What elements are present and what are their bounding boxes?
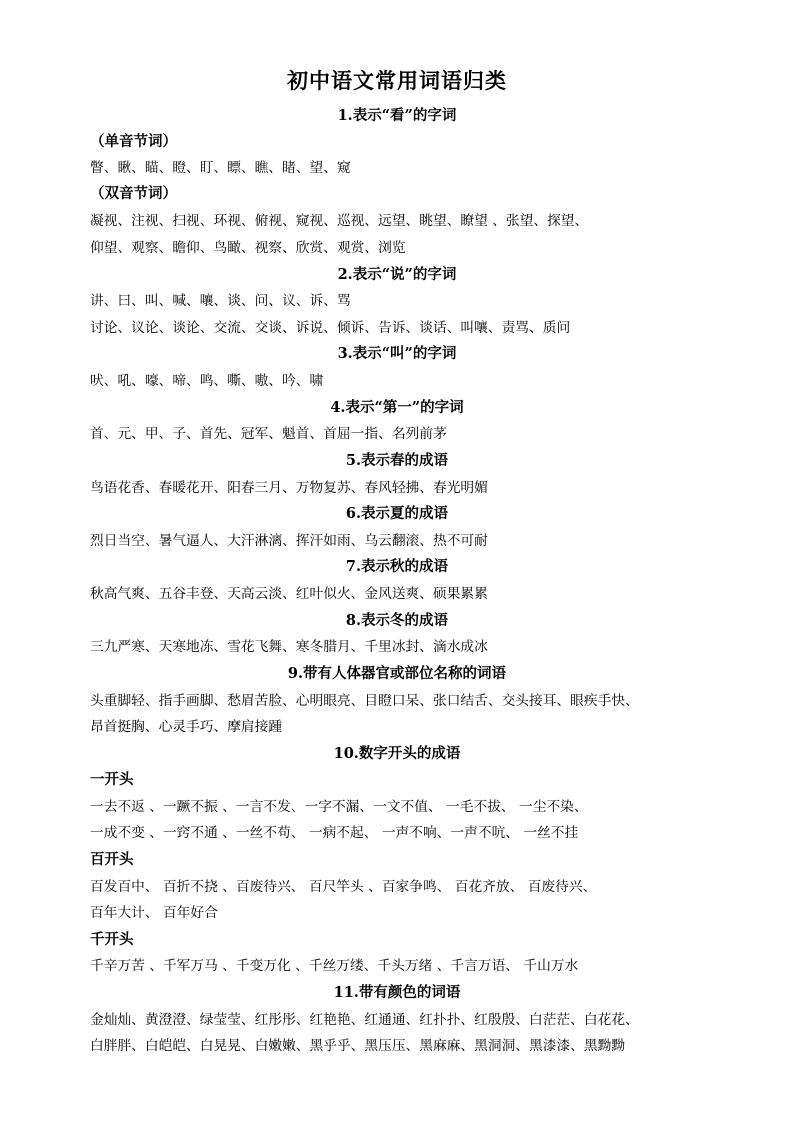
section-heading: 1.表示“看”的字词 xyxy=(337,107,457,124)
word-line: 秋高气爽、五谷丰登、天高云淡、红叶似火、金风送爽、硕果累累 xyxy=(90,586,488,602)
subsection-label: 一开头 xyxy=(90,771,134,788)
word-line: 一去不返 、一蹶不振 、一言不发、一字不漏、一文不值、 一毛不拔、 一尘不染、 xyxy=(90,799,588,815)
word-line: 讨论、议论、谈论、交流、交谈、诉说、倾诉、告诉、谈话、叫嚷、责骂、质问 xyxy=(90,320,571,336)
word-line: 鸟语花香、春暖花开、阳春三月、万物复苏、春风轻拂、春光明媚 xyxy=(90,480,488,496)
word-line: 仰望、观察、瞻仰、鸟瞰、视察、欣赏、观赏、浏览 xyxy=(90,240,406,256)
subsection-label: （单音节词） xyxy=(90,133,177,150)
section-heading: 3.表示“叫”的字词 xyxy=(337,345,457,362)
section-heading: 9.带有人体器官或部位名称的词语 xyxy=(287,665,507,682)
section-heading: 4.表示“第一”的字词 xyxy=(330,399,464,416)
word-line: 百发百中、 百折不挠 、百废待兴、 百尺竿头 、百家争鸣、 百花齐放、 百废待兴、 xyxy=(90,879,597,895)
word-line: 百年大计、 百年好合 xyxy=(90,905,218,921)
document-title: 初中语文常用词语归类 xyxy=(287,68,507,93)
section-heading: 11.带有颜色的词语 xyxy=(333,984,461,1001)
subsection-label: 千开头 xyxy=(90,931,134,948)
section-heading: 7.表示秋的成语 xyxy=(345,558,449,575)
section-heading: 10.数字开头的成语 xyxy=(333,745,461,762)
word-line: 头重脚轻、指手画脚、愁眉苦脸、心明眼亮、目瞪口呆、张口结舌、交头接耳、眼疾手快、 xyxy=(90,693,639,709)
word-line: 瞥、瞅、瞄、瞪、盯、瞟、瞧、睹、望、窥 xyxy=(90,160,351,176)
word-line: 一成不变 、一窍不通 、一丝不苟、 一病不起、 一声不响、一声不吭、 一丝不挂 xyxy=(90,825,579,841)
word-line: 金灿灿、黄澄澄、绿莹莹、红彤彤、红艳艳、红通通、红扑扑、红殷殷、白茫茫、白花花、 xyxy=(90,1012,639,1028)
section-heading: 5.表示春的成语 xyxy=(345,452,449,469)
word-line: 首、元、甲、子、首先、冠军、魁首、首屈一指、名列前茅 xyxy=(90,426,447,442)
word-line: 昂首挺胸、心灵手巧、摩肩接踵 xyxy=(90,719,283,735)
word-line: 三九严寒、天寒地冻、雪花飞舞、寒冬腊月、千里冰封、滴水成冰 xyxy=(90,639,488,655)
word-line: 吠、吼、嚎、啼、鸣、嘶、嗷、吟、啸 xyxy=(90,373,324,389)
word-line: 千辛万苦 、千军万马 、千变万化 、千丝万缕、千头万绪 、千言万语、 千山万水 xyxy=(90,958,579,974)
word-line: 讲、曰、叫、喊、嚷、谈、问、议、诉、骂 xyxy=(90,293,351,309)
subsection-label: （双音节词） xyxy=(90,185,177,202)
section-heading: 2.表示“说”的字词 xyxy=(337,266,457,283)
word-line: 白胖胖、白皑皑、白晃晃、白嫩嫩、黑乎乎、黑压压、黑麻麻、黑洞洞、黑漆漆、黑黝黝 xyxy=(90,1038,626,1054)
section-heading: 8.表示冬的成语 xyxy=(345,612,449,629)
word-line: 凝视、注视、扫视、环视、俯视、窥视、巡视、远望、眺望、瞭望 、张望、探望、 xyxy=(90,213,589,229)
word-line: 烈日当空、暑气逼人、大汗淋漓、挥汗如雨、乌云翻滚、热不可耐 xyxy=(90,533,488,549)
subsection-label: 百开头 xyxy=(90,851,134,868)
section-heading: 6.表示夏的成语 xyxy=(345,505,449,522)
